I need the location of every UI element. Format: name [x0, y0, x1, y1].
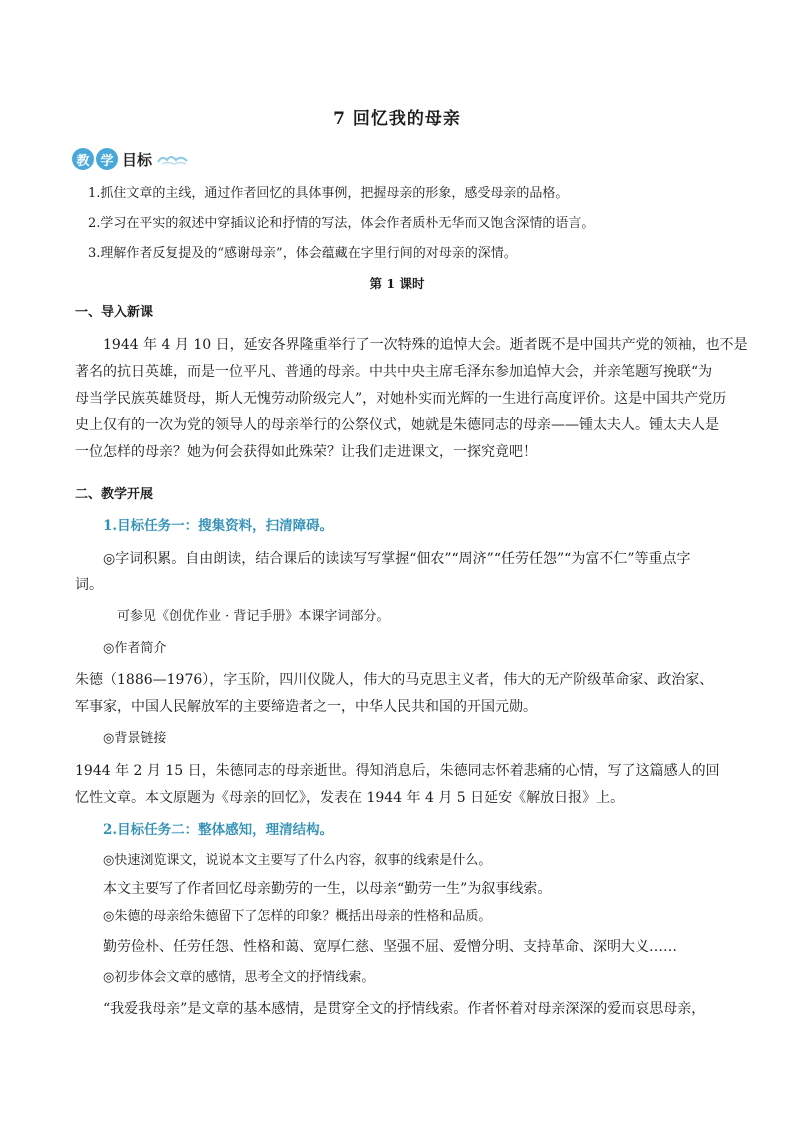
task-heading: 2.目标任务二：整体感知，理清结构。 — [103, 822, 334, 838]
page-title: 7 回忆我的母亲 — [333, 109, 461, 129]
answer-item: 本文主要写了作者回忆母亲勤劳的一生，以母亲“勤劳一生”为叙事线索。 — [103, 881, 552, 897]
intro-paragraph-line: 著名的抗日英雄，而是一位平凡、普通的母亲。中共中央主席毛泽东参加追悼大会，并亲笔题写挽联“为 — [75, 364, 713, 380]
goal-item: 2.学习在平实的叙述中穿插议论和抒情的写法，体会作者质朴无华而又饱含深情的语言。 — [88, 216, 595, 231]
banner-badge: 教 — [72, 148, 94, 170]
section-banner-teaching-goals — [72, 146, 190, 172]
question-item: ◎朱德的母亲给朱德留下了怎样的印象？概括出母亲的性格和品质。 — [103, 909, 492, 924]
task-heading: 1.目标任务一：搜集资料，扫清障碍。 — [103, 518, 334, 534]
section-heading: 一、导入新课 — [75, 305, 154, 320]
background-line: 1944 年 2 月 15 日，朱德同志的母亲逝世。得知消息后，朱德同志怀着悲痛的心情，写了这篇感人的回 — [75, 763, 720, 779]
intro-paragraph-line: 1944 年 4 月 10 日，延安各界隆重举行了一次特殊的追悼大会。逝者既不是中国共产党的领袖，也不是 — [103, 337, 748, 353]
intro-paragraph-line: 一位怎样的母亲？她为何会获得如此殊荣？让我们走进课文，一探究竟吧！ — [75, 444, 537, 460]
goal-item: 1.抓住文章的主线，通过作者回忆的具体事例，把握母亲的形象，感受母亲的品格。 — [88, 186, 569, 201]
section-heading: 二、教学开展 — [75, 487, 154, 502]
vocab-reference: 可参见《创优作业 · 背记手册》本课字词部分。 — [117, 609, 390, 624]
author-label: ◎作者简介 — [103, 641, 167, 656]
intro-paragraph-line: 史上仅有的一次为党的领导人的母亲举行的公祭仪式，她就是朱德同志的母亲——锺太夫人。锺太夫人是 — [75, 417, 719, 433]
author-line: 军事家，中国人民解放军的主要缔造者之一，中华人民共和国的开国元勋。 — [75, 699, 537, 715]
intro-paragraph-line: 母当学民族英雄贤母，斯人无愧劳动阶级完人”，对她朴实而光辉的一生进行高度评价。这是中国共产党历 — [75, 391, 727, 407]
vocab-line: ◎字词积累。自由朗读，结合课后的读读写写掌握“佃农”“周济”“任劳任怨”“为富不仁”等重点字 — [103, 551, 691, 567]
question-item: ◎初步体会文章的感情，思考全文的抒情线索。 — [103, 970, 375, 985]
banner-label: 目标 — [122, 150, 153, 169]
author-line: 朱德（1886—1976），字玉阶，四川仪陇人，伟大的马克思主义者，伟大的无产阶级革命家、政治家、 — [75, 672, 714, 688]
question-item: ◎快速浏览课文，说说本文主要写了什么内容，叙事的线索是什么。 — [103, 853, 492, 868]
goal-item: 3.理解作者反复提及的“感谢母亲”，体会蕴藏在字里行间的对母亲的深情。 — [88, 246, 517, 261]
banner-badge: 学 — [96, 148, 118, 170]
background-label: ◎背景链接 — [103, 731, 167, 746]
vocab-line: 词。 — [75, 577, 103, 593]
lesson-heading: 第 1 课时 — [369, 276, 425, 291]
answer-item: “我爱我母亲”是文章的基本感情，是贯穿全文的抒情线索。作者怀着对母亲深深的爱而哀思母亲， — [103, 1001, 706, 1017]
answer-item: 勤劳俭朴、任劳任怨、性格和蔼、宽厚仁慈、坚强不屈、爱憎分明、支持革命、深明大义…… — [103, 939, 677, 955]
background-line: 忆性文章。本文原题为《母亲的回忆》，发表在 1944 年 4 月 5 日延安《解放日报》上。 — [75, 790, 625, 806]
cloud-decoration-icon — [156, 152, 190, 166]
